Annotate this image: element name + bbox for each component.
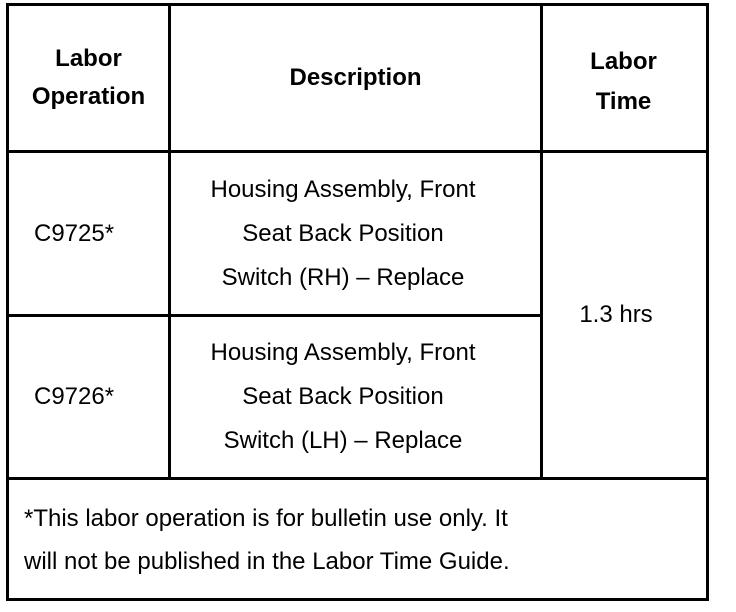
header-labor-time-line2: Time <box>595 88 652 115</box>
header-description-label: Description <box>289 64 422 91</box>
table-border-right <box>706 3 709 601</box>
row-1-description-line3: Switch (RH) – Replace <box>221 263 465 291</box>
labor-time-value-cell <box>543 153 689 477</box>
header-labor-operation-line2: Operation <box>31 83 146 110</box>
header-labor-time-line1: Labor <box>590 48 657 75</box>
row-2-description <box>171 317 515 477</box>
row-1-operation-code: C9725* <box>34 219 115 247</box>
footnote-line2: will not be published in the Labor Time Guide. <box>24 548 510 575</box>
row-1-description-line2: Seat Back Position <box>242 219 444 247</box>
row-2-description-line3: Switch (LH) – Replace <box>223 427 463 454</box>
row-1-description-line1: Housing Assembly, Front <box>210 175 476 203</box>
header-labor-time <box>543 6 704 150</box>
row-2-description-line2: Seat Back Position <box>242 383 444 410</box>
row-1-operation <box>34 153 168 314</box>
header-labor-operation-line1: Labor <box>55 45 122 72</box>
header-labor-operation <box>9 6 168 150</box>
row-2-description-line1: Housing Assembly, Front <box>210 339 476 366</box>
row-2-operation <box>34 317 168 477</box>
header-description <box>171 6 540 150</box>
footnote-divider <box>6 477 707 480</box>
row-2-operation-code: C9726* <box>34 383 115 410</box>
footnote-line1: *This labor operation is for bulletin use only. It <box>24 505 508 532</box>
labor-time-value: 1.3 hrs <box>579 301 653 328</box>
row-1-description <box>171 153 515 314</box>
footnote <box>24 497 684 583</box>
